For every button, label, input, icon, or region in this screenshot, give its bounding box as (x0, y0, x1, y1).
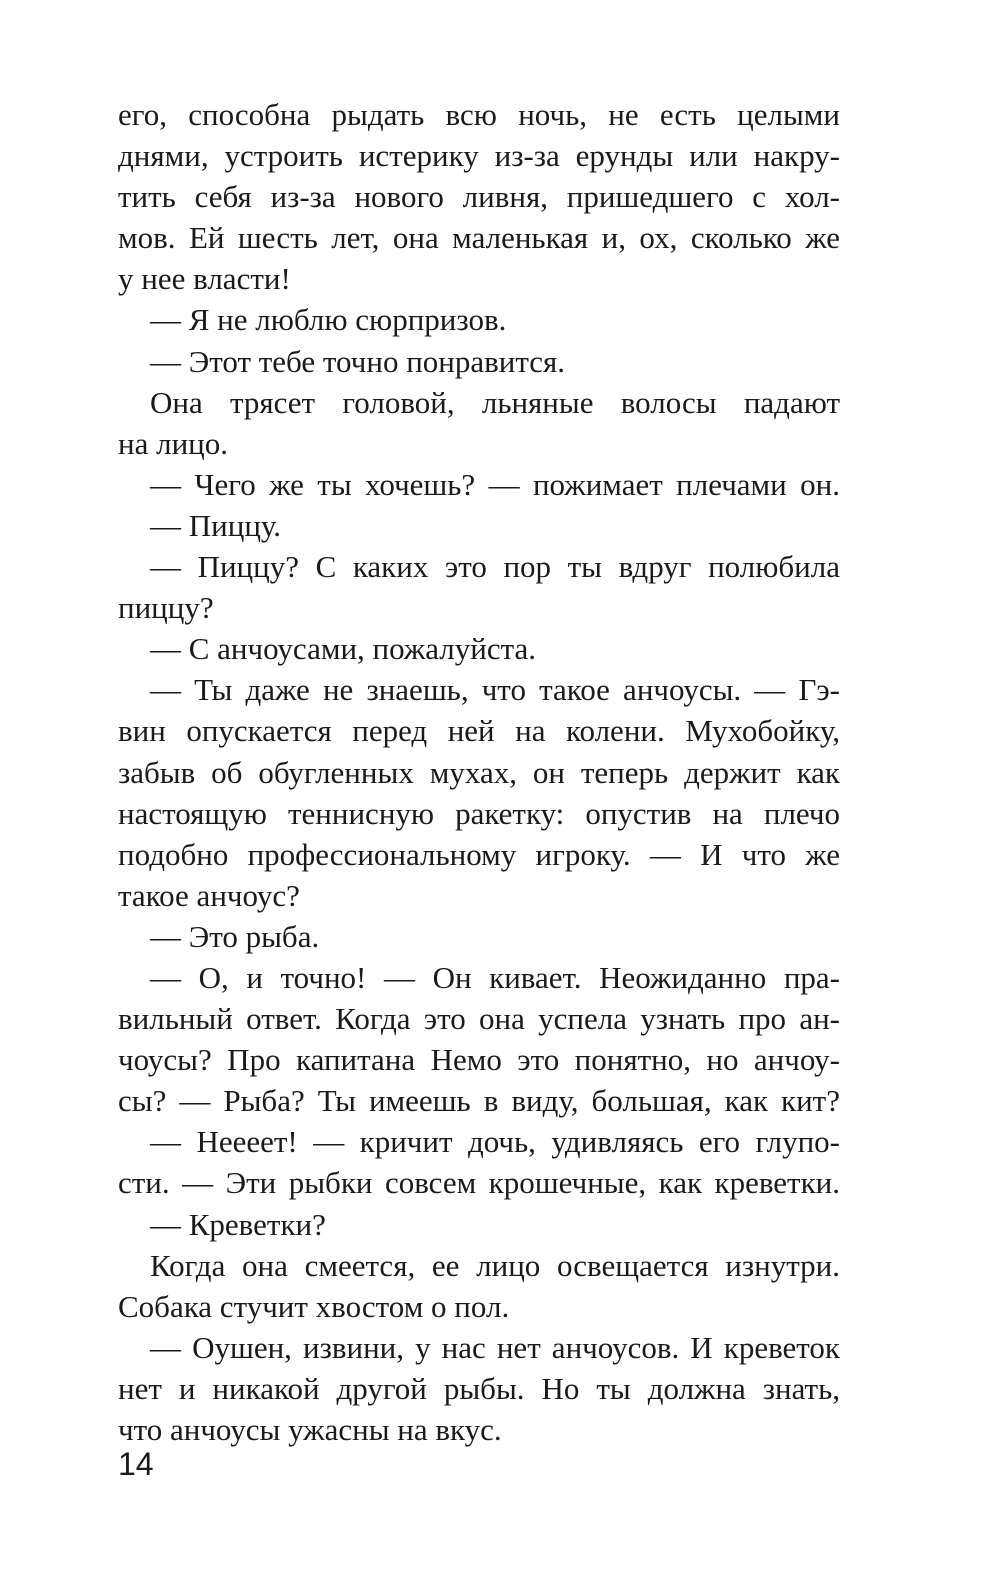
text-line: — Пиццу. (150, 507, 282, 543)
text-line: — Оушен, извини, у нас нет анчоусов. И креветок (150, 1329, 840, 1365)
text-line: — Этот тебе точно понравится. (150, 343, 566, 379)
text-line: пиццу? (118, 590, 214, 626)
text-line: Собака стучит хвостом о пол. (118, 1288, 510, 1324)
body-text (118, 94, 840, 1450)
text-line: — Ты даже не знаешь, что такое анчоусы. — Гэ- (150, 672, 840, 708)
text-line: Когда она смеется, ее лицо освещается изнутри. (150, 1247, 840, 1283)
text-line: вильный ответ. Когда это она успела узнать про ан- (118, 1001, 840, 1037)
text-line: забыв об обугленных мухах, он теперь держит как (118, 754, 840, 790)
text-line: его, способна рыдать всю ночь, не есть целыми (118, 97, 840, 132)
text-line: нет и никакой другой рыбы. Но ты должна знать, (118, 1370, 840, 1406)
text-line: сти. — Эти рыбки совсем крошечные, как креветки. (118, 1165, 840, 1201)
text-line: — Это рыба. (150, 918, 320, 954)
text-line: сы? — Рыба? Ты имеешь в виду, большая, как кит? (118, 1083, 840, 1119)
text-line: — Креветки? (150, 1206, 326, 1242)
page-number: 14 (118, 1446, 154, 1482)
text-line: настоящую теннисную ракетку: опустив на плечо (118, 795, 840, 831)
text-line: — О, и точно! — Он кивает. Неожиданно пра- (150, 959, 840, 995)
text-line: что анчоусы ужасны на вкус. (118, 1412, 502, 1447)
text-line: на лицо. (118, 425, 228, 461)
text-line: у нее власти! (118, 261, 291, 297)
text-line: чоусы? Про капитана Немо это понятно, но анчоу- (118, 1042, 840, 1078)
text-line: — С анчоусами, пожалуйста. (150, 631, 537, 667)
text-line: подобно профессиональному игроку. — И что же (118, 836, 840, 872)
text-line: тить себя из-за нового ливня, пришедшего с хол- (118, 179, 840, 215)
text-line: — Нееeет! — кричит дочь, удивляясь его глупо- (150, 1124, 840, 1160)
text-line: Она трясет головой, льняные волосы падают (150, 384, 840, 420)
text-line: — Чего же ты хочешь? — пожимает плечами он. (150, 466, 840, 502)
text-line: такое анчоус? (118, 877, 300, 913)
text-line: днями, устроить истерику из-за ерунды или накру- (118, 138, 840, 174)
text-line: мов. Ей шесть лет, она маленькая и, ох, сколько же (118, 220, 840, 256)
text-line: — Я не люблю сюрпризов. (150, 302, 507, 338)
text-line: — Пиццу? С каких это пор ты вдруг полюбила (150, 549, 840, 585)
text-line: вин опускается перед ней на колени. Мухобойку, (118, 713, 840, 749)
